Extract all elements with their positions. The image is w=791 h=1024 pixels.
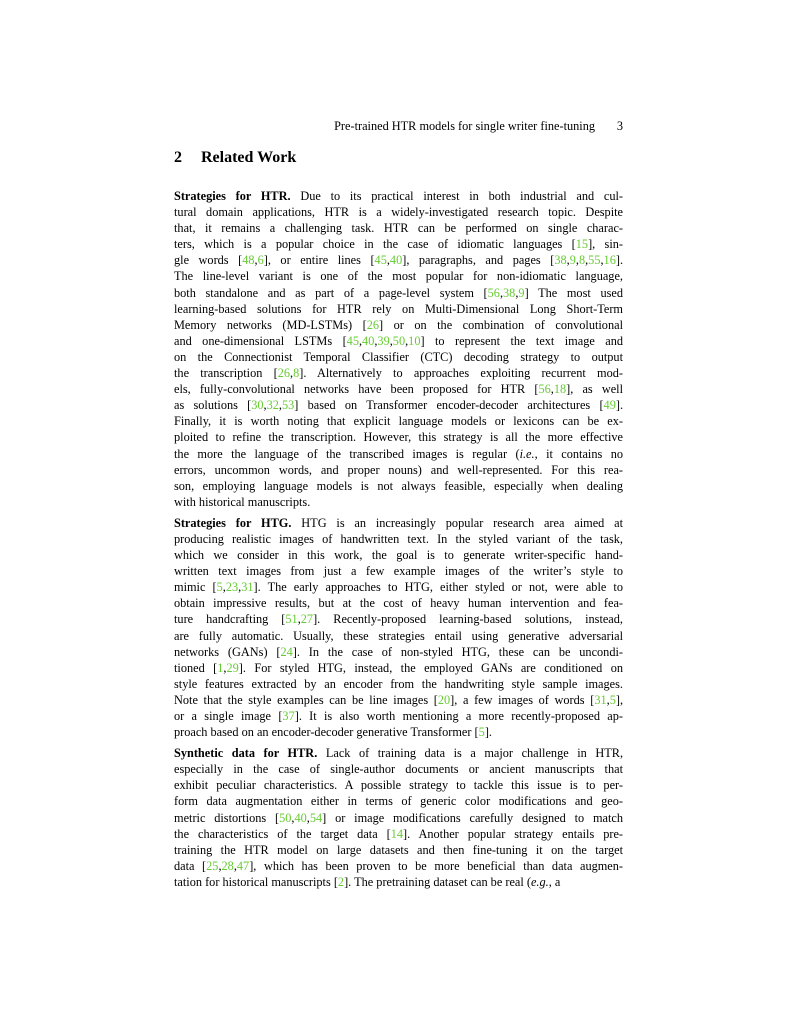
citation-link[interactable]: 38	[554, 253, 567, 268]
text-line: tural domain applications, HTR is a widely-investigated research topic. Despite	[174, 205, 623, 220]
citation-link[interactable]: 37	[282, 709, 295, 723]
citation-link[interactable]: 45	[346, 333, 359, 348]
text-line: or a single image [37]. It is also worth mentioning a more recently-proposed ap-	[174, 709, 624, 723]
citation-link[interactable]: 29	[226, 660, 239, 675]
text-line: both standalone and as part of a page-level system [56,38,9] The most used	[174, 285, 623, 300]
citation-link[interactable]: 14	[390, 826, 404, 841]
text-line: data [25,28,47], which has been proven to be more beneficial than data augmen-	[174, 858, 624, 873]
citation-link[interactable]: 47	[236, 858, 250, 873]
paragraph	[174, 188, 623, 510]
text-line: mimic [5,23,31]. The early approaches to HTG, either styled or not, were able to	[174, 580, 623, 595]
citation-link[interactable]: 50	[392, 333, 406, 348]
citation-link[interactable]: 26	[277, 366, 291, 381]
text-line: training the HTR model on large datasets and then fine-tuning it on the target	[174, 842, 623, 857]
citation-link[interactable]: 31	[594, 692, 607, 707]
text-line: Strategies for HTR. Due to its practical interest in both industrial and cul-	[174, 189, 623, 203]
section-title: Related Work	[201, 149, 297, 166]
citation-link[interactable]: 40	[362, 333, 375, 348]
citation-link[interactable]: 53	[282, 398, 295, 413]
text-line: ters, which is a popular choice in the case of idiomatic languages [15], sin-	[174, 237, 623, 252]
text-line: and one-dimensional LSTMs [45,40,39,50,10] to represent the text image and	[174, 333, 623, 348]
citation-link[interactable]: 40	[389, 253, 403, 268]
citation-link[interactable]: 15	[575, 237, 589, 252]
text-line: style features extracted by an encoder from the handwriting style sample images.	[174, 676, 623, 691]
citation-link[interactable]: 26	[366, 317, 379, 332]
citation-link[interactable]: 54	[309, 810, 323, 825]
text-line: the characteristics of the target data [14]. Another popular strategy entails pre-	[174, 826, 624, 841]
section-heading	[174, 148, 296, 168]
paragraph-heading: Synthetic data for HTR.	[174, 746, 318, 761]
citation-link[interactable]: 20	[437, 692, 451, 707]
section-body	[174, 188, 623, 890]
citation-link[interactable]: 38	[503, 285, 516, 300]
text-line: the transcription [26,8]. Alternatively to approaches exploiting recurrent mod-	[174, 366, 623, 381]
paragraph	[174, 515, 623, 740]
text-line: which we consider in this work, the goal is to generate writer-specific hand-	[174, 548, 623, 563]
italic-text: i.e.	[519, 446, 535, 461]
citation-link[interactable]: 18	[553, 382, 567, 397]
citation-link[interactable]: 5	[609, 692, 616, 707]
text-line: Finally, it is worth noting that explicit language models or lexicons can be ex-	[174, 414, 623, 429]
citation-link[interactable]: 45	[374, 253, 387, 268]
running-head-title: Pre-trained HTR models for single writer fine-tuning	[334, 119, 595, 133]
text-line: gle words [48,6], or entire lines [45,40], paragraphs, and pages [38,9,8,55,16].	[174, 253, 624, 268]
citation-link[interactable]: 51	[285, 612, 298, 627]
citation-link[interactable]: 50	[279, 810, 292, 825]
citation-link[interactable]: 55	[588, 253, 601, 268]
citation-link[interactable]: 31	[241, 580, 254, 595]
citation-link[interactable]: 49	[603, 398, 616, 413]
text-line: the more the language of the transcribed images is regular (i.e., it contains no	[174, 446, 623, 461]
citation-link[interactable]: 28	[221, 858, 234, 873]
citation-link[interactable]: 56	[487, 285, 500, 300]
citation-link[interactable]: 25	[206, 858, 219, 873]
text-line: with historical manuscripts.	[174, 494, 311, 509]
text-line: ploited to refine the transcription. However, this strategy is all the more effective	[174, 430, 623, 445]
citation-link[interactable]: 27	[300, 612, 314, 627]
paragraph-heading: Strategies for HTG.	[174, 515, 292, 530]
text-line: Synthetic data for HTR. Lack of training data is a major challenge in HTR,	[174, 746, 624, 761]
text-line: Strategies for HTG. HTG is an increasingly popular research area aimed at	[174, 515, 624, 530]
italic-text: e.g.	[530, 874, 549, 889]
text-line: ture handcrafting [51,27]. Recently-proposed learning-based solutions, instead,	[174, 612, 623, 627]
text-line: form data augmentation either in terms of generic color modifications and geo-	[174, 794, 623, 809]
citation-link[interactable]: 9	[569, 253, 576, 268]
text-line: Memory networks (MD-LSTMs) [26] or on the combination of convolutional	[174, 317, 623, 332]
text-line: exhibit peculiar characteristics. A possible strategy to tackle this issue is to per-	[174, 778, 623, 793]
text-line: on the Connectionist Temporal Classifier (CTC) decoding strategy to output	[174, 349, 623, 364]
citation-link[interactable]: 9	[518, 285, 525, 300]
text-line: networks (GANs) [24]. In the case of non-styled HTG, these can be uncondi-	[174, 644, 623, 659]
citation-link[interactable]: 2	[337, 874, 345, 889]
text-line: written text images from just a few example images of the writer’s style to	[174, 564, 623, 579]
text-line: els, fully-convolutional networks have been proposed for HTR [56,18], as well	[174, 382, 623, 397]
text-line: that, it remains a challenging task. HTR can be performed on single charac-	[174, 221, 623, 236]
citation-link[interactable]: 23	[225, 580, 239, 595]
citation-link[interactable]: 40	[294, 810, 307, 825]
page-number: 3	[616, 119, 623, 133]
text-line: as solutions [30,32,53] based on Transformer encoder-decoder architectures [49].	[174, 398, 624, 413]
citation-link[interactable]: 10	[408, 333, 421, 348]
citation-link[interactable]: 56	[538, 382, 551, 397]
citation-link[interactable]: 32	[266, 398, 279, 413]
citation-link[interactable]: 5	[478, 725, 485, 740]
text-line: tation for historical manuscripts [2]. The pretraining dataset can be real (e.g., a	[174, 874, 561, 889]
text-line: are fully automatic. Usually, these strategies entail using generative adversarial	[174, 628, 623, 643]
citation-link[interactable]: 5	[216, 580, 223, 595]
citation-link[interactable]: 24	[280, 644, 293, 659]
text-line: son, employing language models is not always feasible, especially when dealing	[174, 478, 623, 493]
text-line: metric distortions [50,40,54] or image modifications carefully designed to match	[174, 810, 624, 825]
text-line: learning-based solutions for HTR rely on Multi-Dimensional Long Short-Term	[174, 301, 623, 316]
paragraph	[174, 745, 623, 890]
paragraph-heading: Strategies for HTR.	[174, 189, 291, 203]
text-line: producing realistic images of handwritten text. In the styled variant of the task,	[174, 531, 623, 546]
text-line: especially in the case of single-author documents or ancient manuscripts that	[174, 762, 623, 777]
text-line: errors, uncommon words, and proper nouns) and well-represented. For this rea-	[174, 462, 623, 477]
text-line: Note that the style examples can be line images [20], a few images of words [31,5],	[174, 692, 624, 707]
citation-link[interactable]: 48	[242, 253, 255, 268]
citation-link[interactable]: 16	[603, 253, 616, 268]
citation-link[interactable]: 39	[377, 333, 390, 348]
citation-link[interactable]: 8	[293, 366, 300, 381]
text-line: obtain impressive results, but at the cost of heavy human intervention and fea-	[174, 596, 623, 611]
citation-link[interactable]: 8	[578, 253, 586, 268]
text-line: The line-level variant is one of the most popular for non-idiomatic language,	[174, 269, 623, 284]
text-line: proach based on an encoder-decoder generative Transformer [5].	[174, 725, 492, 740]
text-line: tioned [1,29]. For styled HTG, instead, the employed GANs are conditioned on	[174, 660, 623, 675]
citation-link[interactable]: 6	[257, 253, 264, 268]
citation-link[interactable]: 30	[251, 398, 264, 413]
section-number: 2	[174, 149, 182, 166]
citation-link[interactable]: 1	[217, 660, 224, 675]
